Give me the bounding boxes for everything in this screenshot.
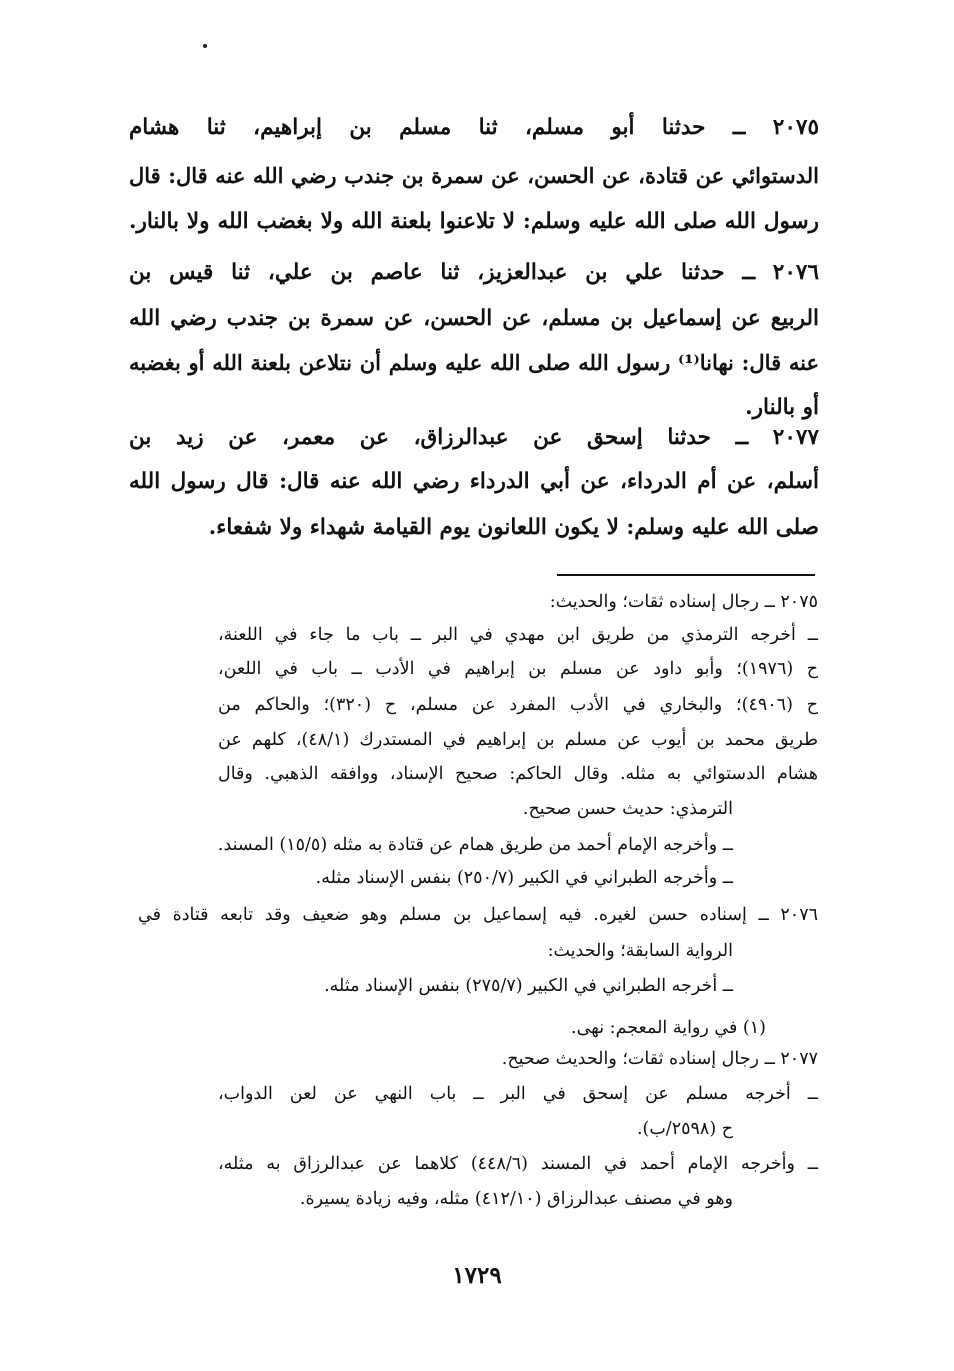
stray-dot [203, 44, 207, 48]
footnote-2076-line-3: ــ أخرجه الطبراني في الكبير (٢٧٥/٧) بنفس الإسناد مثله. [324, 976, 733, 996]
footnote-2077-line-5: وهو في مصنف عبدالرزاق (٤١٢/١٠) مثله، وفيه زيادة يسيرة. [299, 1189, 733, 1209]
hadith-2076-line-2: الربيع عن إسماعيل بن مسلم، عن الحسن، عن سمرة بن جندب رضي الله [129, 306, 819, 331]
footnote-divider [557, 574, 815, 576]
footnote-2075-line-4: ح (٤٩٠٦)؛ والبخاري في الأدب المفرد عن مسلم، ح (٣٢٠)؛ والحاكم من [218, 695, 819, 715]
footnote-2076-line-2: الرواية السابقة؛ والحديث: [547, 941, 733, 961]
hadith-2076-line-3: عنه قال: نهانا⁽¹⁾ رسول الله صلى الله عليه وسلم أن نتلاعن بلعنة الله أو بغضبه [129, 350, 819, 375]
hadith-2075-line-3: رسول الله صلى الله عليه وسلم: لا تلاعنوا بلعنة الله ولا بغضب الله ولا بالنار. [129, 209, 819, 234]
reference-note-1: (١) في رواية المعجم: نهى. [571, 1018, 766, 1038]
footnote-2077-line-3: ح (٢٥٩٨/ب). [636, 1119, 733, 1139]
footnote-2075-line-3: ح (١٩٧٦)؛ وأبو داود عن مسلم بن إبراهيم في الأدب ــ باب في اللعن، [218, 659, 818, 679]
footnote-2077-line-2: ــ أخرجه مسلم عن إسحق في البر ــ باب النهي عن لعن الدواب، [218, 1084, 818, 1104]
hadith-2077-line-3: صلى الله عليه وسلم: لا يكون اللعانون يوم القيامة شهداء ولا شفعاء. [208, 515, 819, 540]
page-number: ١٧٢٩ [452, 1262, 502, 1289]
footnote-2075-line-7: الترمذي: حديث حسن صحيح. [522, 799, 733, 819]
hadith-2077-line-2: أسلم، عن أم الدرداء، عن أبي الدرداء رضي الله عنه قال: قال رسول الله [129, 469, 819, 494]
footnote-2075-line-9: ــ وأخرجه الطبراني في الكبير (٢٥٠/٧) بنفس الإسناد مثله. [315, 868, 733, 888]
footnote-2077-line-4: ــ وأخرجه الإمام أحمد في المسند (٤٤٨/٦) كلاهما عن عبدالرزاق به مثله، [218, 1154, 818, 1174]
hadith-2077-line-1: ٢٠٧٧ ــ حدثنا إسحق عن عبدالرزاق، عن معمر، عن زيد بن [129, 425, 819, 450]
footnote-2075-line-8: ــ وأخرجه الإمام أحمد من طريق همام عن قتادة به مثله (١٥/٥) المسند. [217, 835, 733, 855]
hadith-2076-line-1: ٢٠٧٦ ــ حدثنا علي بن عبدالعزيز، ثنا عاصم بن علي، ثنا قيس بن [129, 260, 819, 285]
footnote-2075-line-2: ــ أخرجه الترمذي من طريق ابن مهدي في البر ــ باب ما جاء في اللعنة، [218, 625, 818, 645]
footnote-2075-line-6: هشام الدستوائي به مثله. وقال الحاكم: صحيح الإسناد، ووافقه الذهبي. وقال [218, 764, 818, 784]
hadith-2075-line-2: الدستوائي عن قتادة، عن الحسن، عن سمرة بن جندب رضي الله عنه قال: قال [129, 163, 819, 188]
footnote-2076-line-1: ٢٠٧٦ ــ إسناده حسن لغيره. فيه إسماعيل بن مسلم وهو ضعيف وقد تابعه قتادة في [138, 905, 818, 925]
footnote-2075-line-1: ٢٠٧٥ ــ رجال إسناده ثقات؛ والحديث: [549, 592, 818, 612]
footnote-2077-line-1: ٢٠٧٧ ــ رجال إسناده ثقات؛ والحديث صحيح. [501, 1049, 818, 1069]
hadith-2076-line-4: أو بالنار. [745, 395, 819, 420]
hadith-2075-line-1: ٢٠٧٥ ــ حدثنا أبو مسلم، ثنا مسلم بن إبراهيم، ثنا هشام [129, 115, 819, 140]
footnote-2075-line-5: طريق محمد بن أيوب عن مسلم بن إبراهيم في المستدرك (٤٨/١)، كلهم عن [218, 730, 819, 750]
